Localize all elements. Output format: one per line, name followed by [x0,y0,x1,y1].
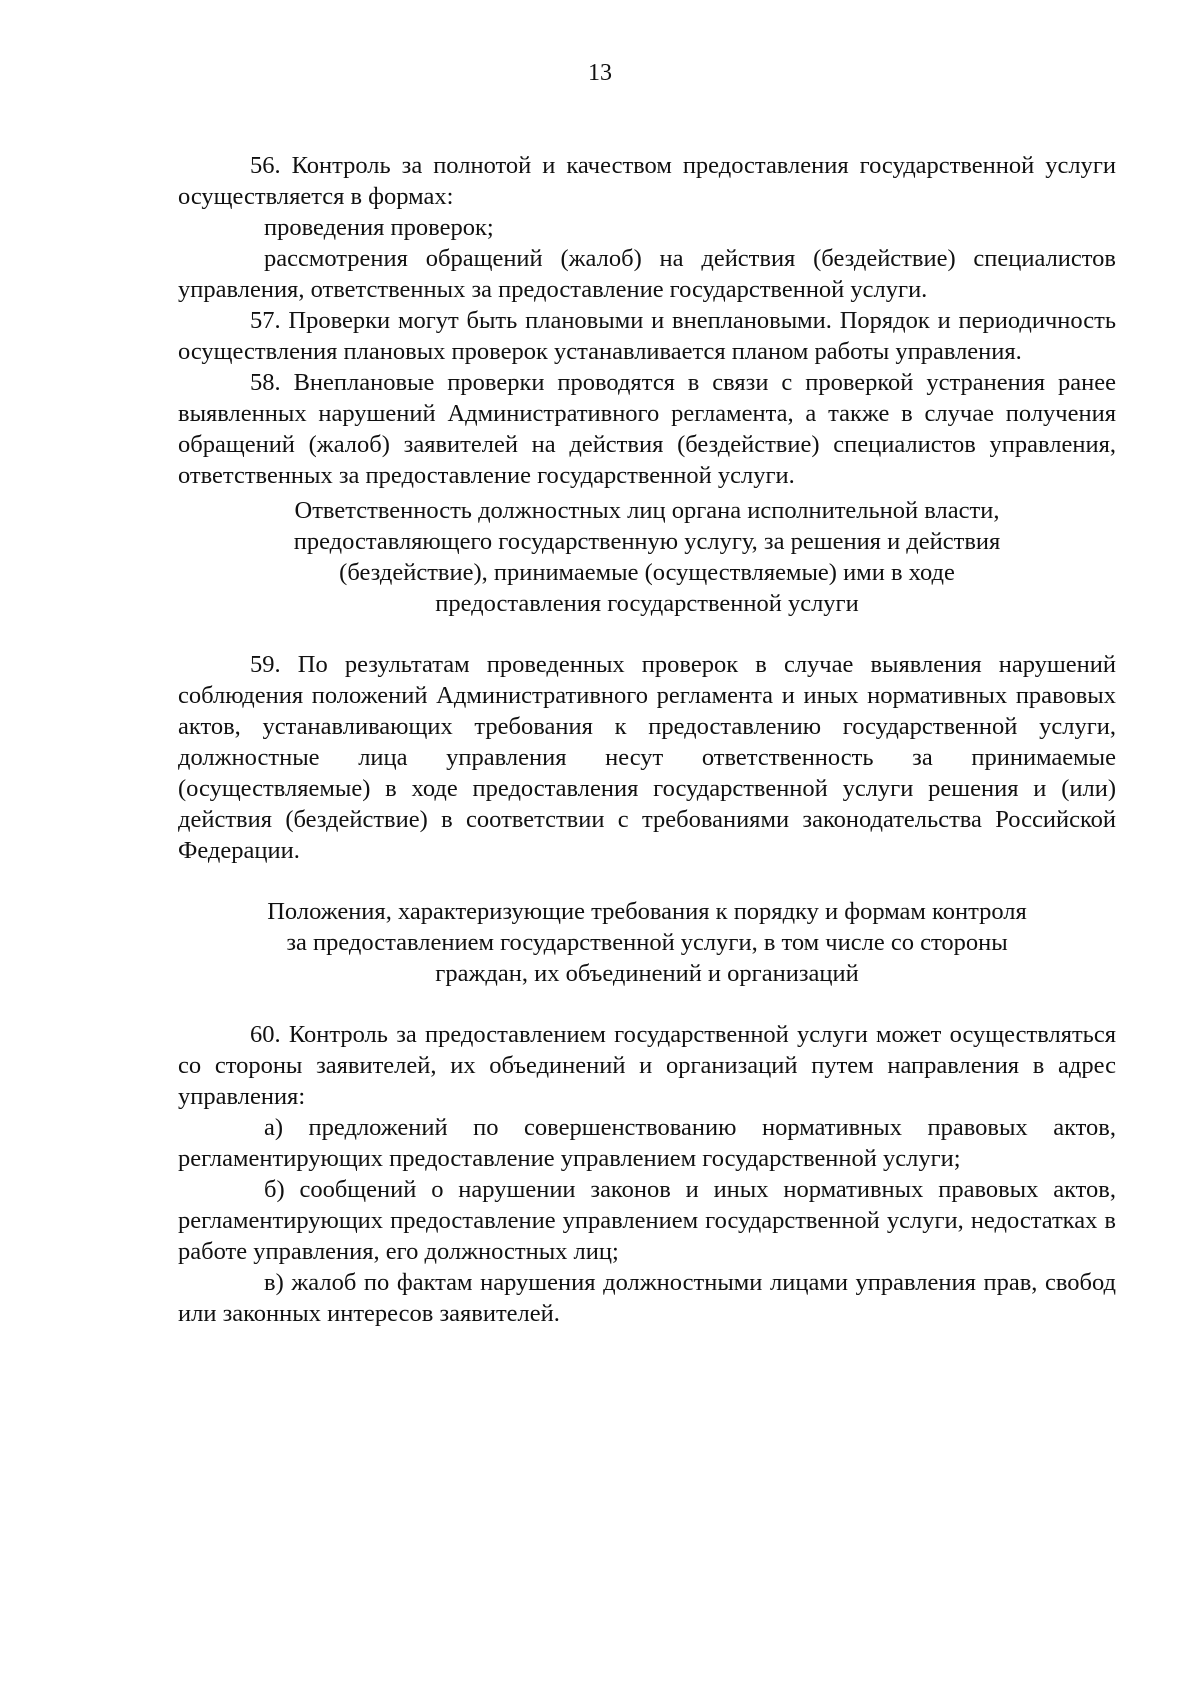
section-heading-responsibility [178,495,1116,619]
paragraph-59: 59. По результатам проведенных проверок в случае выявления нарушений соблюдения положений Административного регламента и иных нормативных правовых актов, устанавливающих требования к предоставлению государственной услуги, должностные лица управления несут ответственность за принимаемые (осуществляемые) в ходе предоставления государственной услуги решения и (или) действия (бездействие) в соответствии с требованиями законодательства Российской Федерации. [178,651,1116,864]
heading-line: предоставления государственной услуги [435,590,859,617]
paragraph-57: 57. Проверки могут быть плановыми и внеплановыми. Порядок и периодичность осуществления плановых проверок устанавливается планом работы управления. [178,307,1116,365]
heading-line: граждан, их объединений и организаций [435,960,859,987]
paragraph-60: 60. Контроль за предоставлением государственной услуги может осуществляться со стороны заявителей, их объединений и организаций путем направления в адрес управления: [178,1021,1116,1110]
heading-line: за предоставлением государственной услуги, в том числе со стороны [286,929,1008,956]
paragraph-60-item-a: а) предложений по совершенствованию нормативных правовых актов, регламентирующих предоставление управлением государственной услуги; [178,1114,1116,1172]
paragraph-60-item-c: в) жалоб по фактам нарушения должностными лицами управления прав, свобод или законных интересов заявителей. [178,1269,1116,1327]
paragraph-58: 58. Внеплановые проверки проводятся в связи с проверкой устранения ранее выявленных нарушений Административного регламента, а также в случае получения обращений (жалоб) заявителей на действия (бездействие) специалистов управления, ответственных за предоставление государственной услуги. [178,369,1116,489]
heading-line: предоставляющего государственную услугу, за решения и действия [293,528,1001,555]
heading-line: Положения, характеризующие требования к порядку и формам контроля [267,898,1027,925]
paragraph-56-item-complaints: рассмотрения обращений (жалоб) на действия (бездействие) специалистов управления, ответственных за предоставление государственной услуги. [178,245,1116,303]
heading-line: Ответственность должностных лиц органа исполнительной власти, [294,497,1000,524]
paragraph-56-item-inspections: проведения проверок; [264,214,494,241]
paragraph-60-item-b: б) сообщений о нарушении законов и иных нормативных правовых актов, регламентирующих предоставление управлением государственной услуги, недостатках в работе управления, его должностных лиц; [178,1176,1116,1265]
heading-line: (бездействие), принимаемые (осуществляемые) ими в ходе [339,559,955,586]
section-heading-control-provisions [178,896,1116,989]
page-number: 13 [588,60,612,86]
document-body [178,150,1116,1329]
paragraph-56: 56. Контроль за полнотой и качеством предоставления государственной услуги осуществляется в формах: [178,152,1116,210]
